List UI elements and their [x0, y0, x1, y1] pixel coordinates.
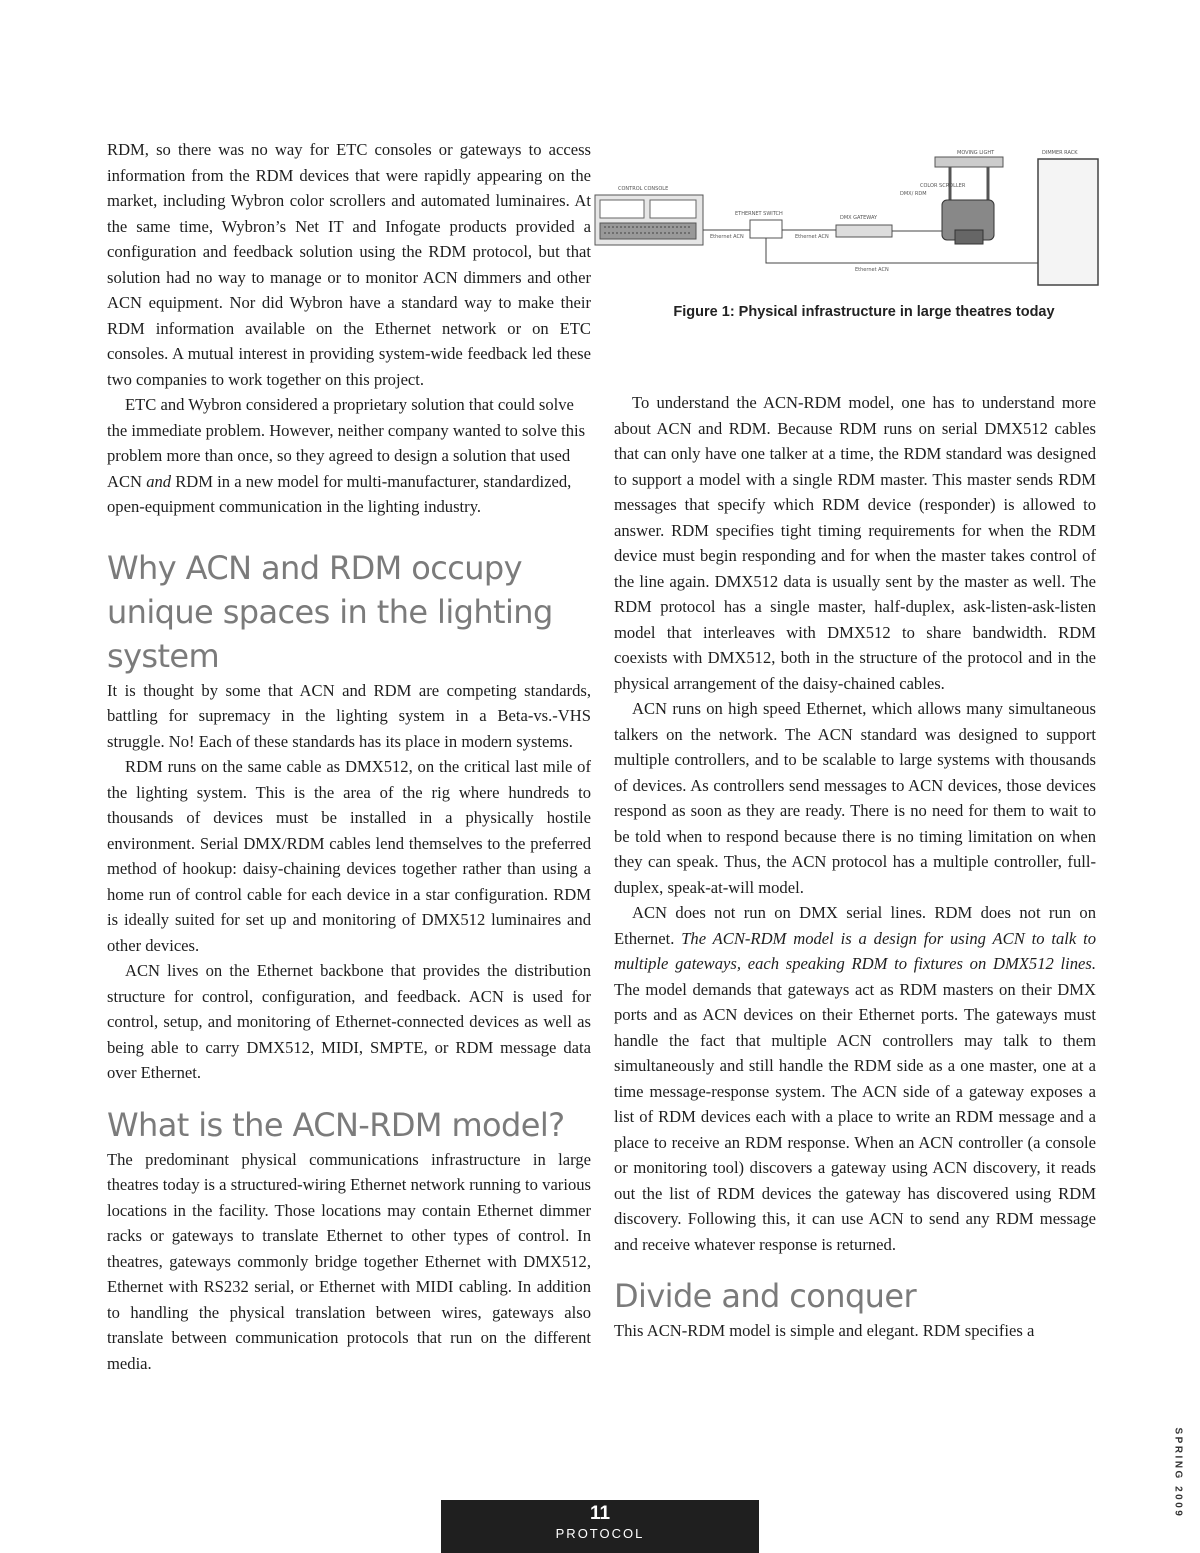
emphasis-text: and [146, 471, 172, 491]
control-console-icon [595, 195, 703, 245]
gateway-icon [836, 225, 892, 237]
paragraph: RDM runs on the same cable as DMX512, on the critical last mile of the lighting system. This is the area of the rig where hundreds to thousands of devices must be installed in a physically hostile environment. Serial DMX/RDM cables lend themselves to the preferred method of hookup: daisy-chaining devices together rather than using a home run of control cable for each device in a star configuration. RDM is ideally suited for set up and monitoring of DMX512 luminaires and other devices. [107, 757, 591, 955]
label-ethernet-acn: Ethernet ACN [795, 234, 829, 240]
section-heading: What is the ACN-RDM model? [107, 1105, 565, 1144]
paragraph-text: ETC and Wybron considered a proprietary solution that could solve the immediate problem. However, neither company wanted to solve this problem more than once, so they agreed to design a solution that used ACN [107, 395, 586, 491]
paragraph: It is thought by some that ACN and RDM are competing standards, battling for supremacy in the lighting system in a Beta-vs.-VHS struggle. No! Each of these standards has its place in modern systems. [107, 680, 591, 751]
label-ethernet-acn: Ethernet ACN [855, 267, 889, 273]
page-number: 11 [589, 1503, 611, 1524]
dimmer-rack-icon [1038, 159, 1098, 285]
section-heading: Why ACN and RDM occupy unique spaces in the lighting system [107, 548, 553, 675]
paragraph: ACN lives on the Ethernet backbone that provides the distribution structure for control, configuration, and feedback. ACN is used for control, setup, and monitoring of Ethernet-connected devices as well as being able to carry DMX512, MIDI, SMPTE, or RDM message data over Ethernet. [107, 961, 591, 1082]
paragraph-text: RDM in a new model for multi-manufacturer, standardized, open-equipment communication in the lighting industry. [107, 471, 572, 516]
moving-light-icon [935, 157, 1003, 244]
section-label: PROTOCOL [555, 1526, 645, 1541]
paragraph: The predominant physical communications infrastructure in large theatres today is a structured-wiring Ethernet network running to various locations in the facility. Those locations may contain Ethernet dimmer racks or gateways to translate Ethernet to other types of control. In theatres, gateways commonly bridge together Ethernet with DMX512, Ethernet with RS232 serial, or Ethernet with MIDI cabling. In addition to handling the physical translation between wires, gateways also translate between communication protocols that run on the different media. [107, 1149, 591, 1373]
label-gateway: DMX GATEWAY [840, 215, 878, 221]
paragraph-text: ACN does not run on DMX serial lines. RDM does not run on Ethernet. [614, 903, 1096, 948]
paragraph: ACN runs on high speed Ethernet, which allows many simultaneous talkers on the network. The ACN standard was designed to support multiple controllers, and to be scalable to large systems with thousands of devices. As controllers send messages to ACN devices, those devices respond as soon as they are ready. There is no need for them to wait to be told when to respond because there is no timing limitation on when they can speak. Thus, the ACN protocol has a multiple controller, full-duplex, speak-at-will model. [614, 699, 1096, 897]
label-ethernet-switch: ETHERNET SWITCH [735, 211, 783, 217]
emphasis-text: The ACN-RDM model is a design for using ACN to talk to multiple gateways, each speaking RDM to fixtures on DMX512 lines. [614, 928, 1096, 973]
label-ethernet-acn: Ethernet ACN [710, 234, 744, 240]
label-dmx-rdm: DMX/ RDM [900, 191, 927, 197]
section-heading: Divide and conquer [614, 1277, 916, 1315]
figure-caption: Figure 1: Physical infrastructure in large theatres today [673, 304, 1055, 320]
ethernet-switch-icon [750, 220, 782, 238]
ethernet-cable [766, 238, 1038, 263]
paragraph: To understand the ACN-RDM model, one has to understand more about ACN and RDM. Because RDM runs on serial DMX512 cables that can only have one talker at a time, the RDM standard was designed to support a model with a single RDM master. This master sends RDM messages that specify which RDM device (responder) is allowed to answer. RDM specifies tight timing requirements for when the RDM device must begin responding and for when the master takes control of the line again. DMX512 data is usually sent by the master as well. The RDM protocol has a single master, half-duplex, ask-listen-ask-listen model that interleaves with DMX512 to share bandwidth. RDM coexists with DMX512, both in the structure of the protocol and in the physical arrangement of the daisy-chained cables. [614, 393, 1096, 693]
paragraph: This ACN-RDM model is simple and elegant. RDM specifies a [614, 1321, 1035, 1340]
page-footer [441, 1500, 759, 1553]
label-control-console: CONTROL CONSOLE [618, 186, 669, 192]
paragraph [614, 900, 1096, 1257]
label-dimmer-rack: DIMMER RACK [1042, 150, 1078, 156]
infrastructure-diagram [590, 145, 1102, 290]
paragraph [107, 392, 591, 520]
paragraph-text: The model demands that gateways act as RDM masters on their DMX ports and as ACN devices on their Ethernet ports. The gateways must handle the fact that multiple ACN controllers may talk to them simultaneously and still handle the RDM side as a one master, one at a time message-response system. The ACN side of a gateway exposes a list of RDM devices each with a place to write an RDM message and a place to receive an RDM response. When an ACN controller (a console or monitoring tool) discovers a gateway using ACN discovery, it reads out the list of RDM devices the gateway has discovered using RDM discovery. Following this, it can use ACN to send any RDM message and receive whatever response is returned. [614, 979, 1096, 1254]
issue-label: SPRING 2009 [1172, 1427, 1184, 1519]
label-color-scroller: COLOR SCROLLER [920, 183, 966, 189]
paragraph: RDM, so there was no way for ETC consoles or gateways to access information from the RDM devices that were rapidly appearing on the market, including Wybron color scrollers and automated luminaires. At the same time, Wybron’s Net IT and Infogate products provided a configuration and feedback solution using the RDM protocol, but that solution had no way to manage or to monitor ACN dimmers and other ACN equipment. Nor did Wybron have a standard way to make their RDM information available on the Ethernet network or on ETC consoles. A mutual interest in providing system-wide feedback led these two companies to work together on this project. [107, 140, 591, 389]
right-column [614, 390, 1096, 1344]
label-moving-light: MOVING LIGHT [957, 150, 995, 156]
left-column [107, 137, 591, 1376]
